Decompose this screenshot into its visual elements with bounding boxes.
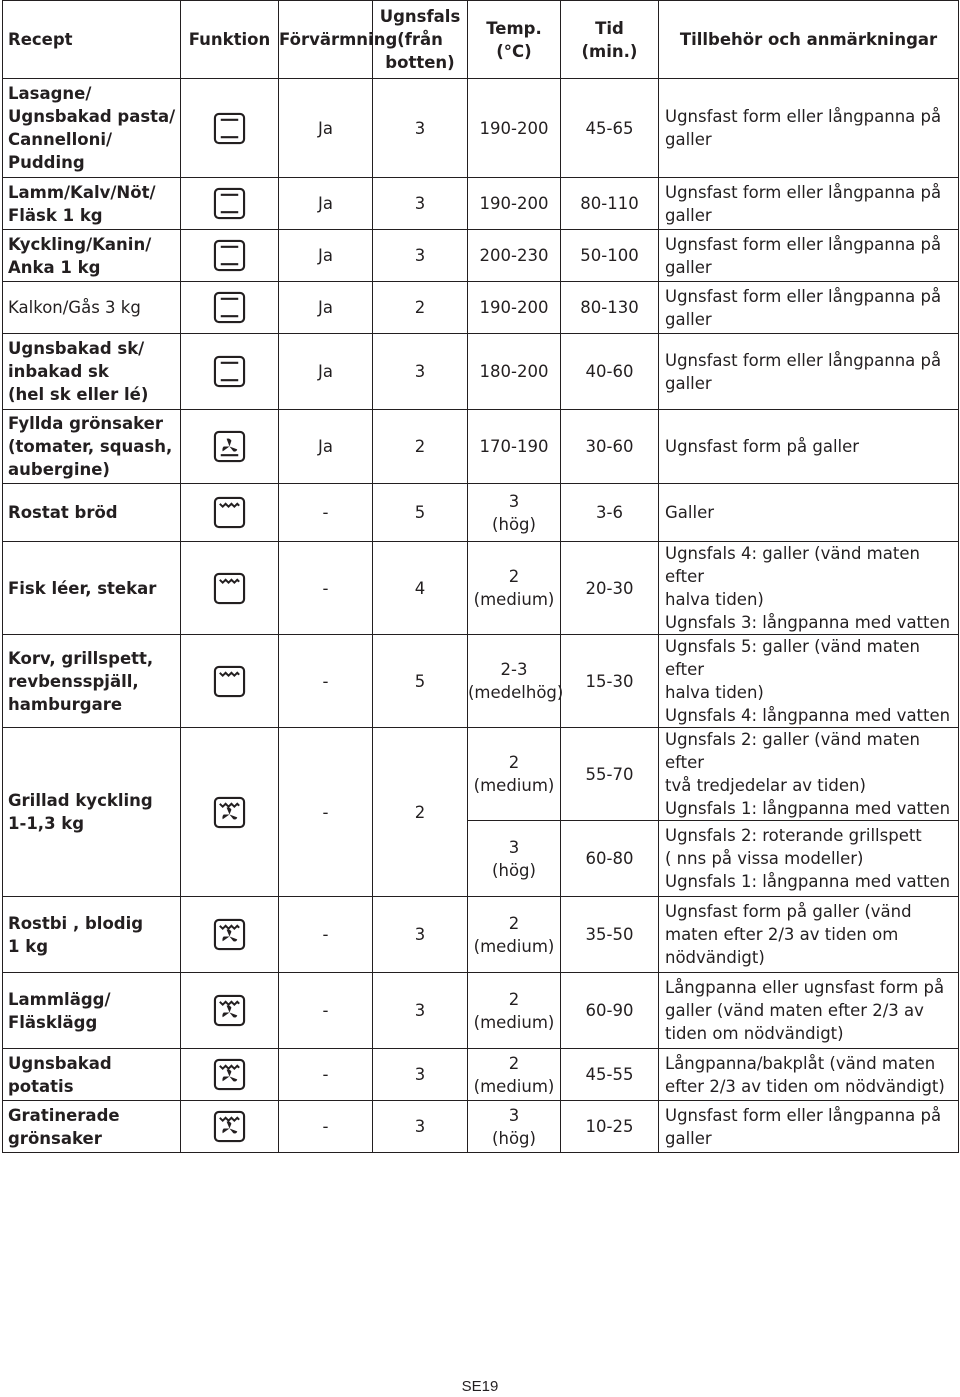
conventional-oven-icon bbox=[213, 291, 246, 324]
preheat-value: - bbox=[279, 1101, 373, 1153]
conventional-oven-icon bbox=[213, 355, 246, 388]
notes-value: Ugnsfast form eller långpanna på galler bbox=[659, 178, 959, 230]
time-value: 80-130 bbox=[561, 282, 659, 334]
shelf-value: 2 bbox=[373, 728, 468, 897]
temp-value: 200-230 bbox=[468, 230, 561, 282]
cooking-table bbox=[2, 0, 959, 1153]
time-value: 60-90 bbox=[561, 973, 659, 1049]
recipe-name: Lamm/Kalv/Nöt/ Fläsk 1 kg bbox=[3, 178, 181, 230]
recipe-name: Rostbi , blodig 1 kg bbox=[3, 897, 181, 973]
table-row bbox=[3, 79, 959, 178]
time-value: 35-50 bbox=[561, 897, 659, 973]
header-temp: Temp. (°C) bbox=[468, 1, 561, 79]
shelf-value: 3 bbox=[373, 897, 468, 973]
fan-grill-icon bbox=[213, 994, 246, 1027]
grill-icon bbox=[213, 572, 246, 605]
time-value: 15-30 bbox=[561, 635, 659, 728]
temp-value: 3 (hög) bbox=[468, 1101, 561, 1153]
time-value: 40-60 bbox=[561, 334, 659, 410]
preheat-value: - bbox=[279, 542, 373, 635]
time-value: 80-110 bbox=[561, 178, 659, 230]
fan-grill-icon bbox=[213, 1058, 246, 1091]
notes-value: Ugnsfast form eller långpanna på galler bbox=[659, 334, 959, 410]
notes-value: Ugnsfast form eller långpanna på galler bbox=[659, 1101, 959, 1153]
function-cell bbox=[181, 334, 279, 410]
page-number: SE19 bbox=[461, 1378, 499, 1395]
function-cell bbox=[181, 542, 279, 635]
table-row bbox=[3, 1101, 959, 1153]
temp-value: 2 (medium) bbox=[468, 973, 561, 1049]
notes-value: Galler bbox=[659, 484, 959, 542]
table-row bbox=[3, 635, 959, 728]
header-shelf: Ugnsfals (från botten) bbox=[373, 1, 468, 79]
shelf-value: 3 bbox=[373, 334, 468, 410]
recipe-name: Lammlägg/ Fläsklägg bbox=[3, 973, 181, 1049]
temp-value: 2 (medium) bbox=[468, 728, 561, 821]
function-cell bbox=[181, 897, 279, 973]
table-row bbox=[3, 728, 959, 821]
preheat-value: - bbox=[279, 1049, 373, 1101]
notes-value: Ugnsfast form på galler (vänd maten efter 2/3 av tiden om nödvändigt) bbox=[659, 897, 959, 973]
shelf-value: 3 bbox=[373, 1101, 468, 1153]
notes-value: Långpanna/bakplåt (vänd maten efter 2/3 av tiden om nödvändigt) bbox=[659, 1049, 959, 1101]
notes-value: Ugnsfals 2: galler (vänd maten efter två tredjedelar av tiden) Ugnsfals 1: långpanna med vatten bbox=[659, 728, 959, 821]
preheat-value: - bbox=[279, 973, 373, 1049]
function-cell bbox=[181, 79, 279, 178]
temp-value: 190-200 bbox=[468, 178, 561, 230]
shelf-value: 3 bbox=[373, 1049, 468, 1101]
preheat-value: - bbox=[279, 897, 373, 973]
function-cell bbox=[181, 635, 279, 728]
function-cell bbox=[181, 484, 279, 542]
header-recipe: Recept bbox=[3, 1, 181, 79]
time-value: 30-60 bbox=[561, 410, 659, 484]
header-row bbox=[3, 1, 959, 79]
header-time: Tid (min.) bbox=[561, 1, 659, 79]
header-notes: Tillbehör och anmärkningar bbox=[659, 1, 959, 79]
recipe-name: Grillad kyckling 1-1,3 kg bbox=[3, 728, 181, 897]
notes-value: Ugnsfast form eller långpanna på galler bbox=[659, 282, 959, 334]
temp-value: 2-3 (medelhög) bbox=[468, 635, 561, 728]
header-preheat: Förvärmning bbox=[279, 1, 373, 79]
time-value: 10-25 bbox=[561, 1101, 659, 1153]
temp-value: 2 (medium) bbox=[468, 542, 561, 635]
recipe-name: Fyllda grönsaker (tomater, squash, aubergine) bbox=[3, 410, 181, 484]
fan-grill-icon bbox=[213, 1110, 246, 1143]
temp-value: 2 (medium) bbox=[468, 897, 561, 973]
shelf-value: 3 bbox=[373, 79, 468, 178]
temp-value: 170-190 bbox=[468, 410, 561, 484]
recipe-name: Korv, grillspett, revbensspjäll, hamburgare bbox=[3, 635, 181, 728]
grill-icon bbox=[213, 496, 246, 529]
shelf-value: 5 bbox=[373, 635, 468, 728]
notes-value: Ugnsfast form på galler bbox=[659, 410, 959, 484]
time-value: 20-30 bbox=[561, 542, 659, 635]
time-value: 55-70 bbox=[561, 728, 659, 821]
table-row bbox=[3, 484, 959, 542]
conventional-oven-icon bbox=[213, 187, 246, 220]
table-row bbox=[3, 334, 959, 410]
preheat-value: Ja bbox=[279, 178, 373, 230]
table-row bbox=[3, 410, 959, 484]
fan-grill-icon bbox=[213, 918, 246, 951]
preheat-value: Ja bbox=[279, 230, 373, 282]
recipe-name: Fisk léer, stekar bbox=[3, 542, 181, 635]
temp-value: 2 (medium) bbox=[468, 1049, 561, 1101]
time-value: 45-65 bbox=[561, 79, 659, 178]
notes-value: Ugnsfals 4: galler (vänd maten efter halva tiden) Ugnsfals 3: långpanna med vatten bbox=[659, 542, 959, 635]
shelf-value: 2 bbox=[373, 410, 468, 484]
recipe-name: Ugnsbakad sk/ inbakad sk (hel sk eller lé) bbox=[3, 334, 181, 410]
notes-value: Ugnsfast form eller långpanna på galler bbox=[659, 79, 959, 178]
preheat-value: Ja bbox=[279, 410, 373, 484]
temp-value: 180-200 bbox=[468, 334, 561, 410]
recipe-name: Gratinerade grönsaker bbox=[3, 1101, 181, 1153]
conventional-oven-icon bbox=[213, 239, 246, 272]
function-cell bbox=[181, 178, 279, 230]
grill-icon bbox=[213, 665, 246, 698]
preheat-value: Ja bbox=[279, 79, 373, 178]
shelf-value: 5 bbox=[373, 484, 468, 542]
table-row bbox=[3, 178, 959, 230]
preheat-value: Ja bbox=[279, 334, 373, 410]
notes-value: Långpanna eller ugnsfast form på galler (vänd maten efter 2/3 av tiden om nödvändigt) bbox=[659, 973, 959, 1049]
shelf-value: 3 bbox=[373, 230, 468, 282]
recipe-name: Ugnsbakad potatis bbox=[3, 1049, 181, 1101]
function-cell bbox=[181, 728, 279, 897]
function-cell bbox=[181, 410, 279, 484]
shelf-value: 3 bbox=[373, 178, 468, 230]
temp-value: 3 (hög) bbox=[468, 484, 561, 542]
recipe-name: Rostat bröd bbox=[3, 484, 181, 542]
time-value: 50-100 bbox=[561, 230, 659, 282]
fan-oven-icon bbox=[213, 430, 246, 463]
preheat-value: - bbox=[279, 484, 373, 542]
preheat-value: Ja bbox=[279, 282, 373, 334]
preheat-value: - bbox=[279, 728, 373, 897]
function-cell bbox=[181, 1049, 279, 1101]
time-value: 45-55 bbox=[561, 1049, 659, 1101]
temp-value: 3 (hög) bbox=[468, 821, 561, 897]
notes-value: Ugnsfast form eller långpanna på galler bbox=[659, 230, 959, 282]
table-row bbox=[3, 897, 959, 973]
header-function: Funktion bbox=[181, 1, 279, 79]
table-row bbox=[3, 282, 959, 334]
function-cell bbox=[181, 1101, 279, 1153]
time-value: 3-6 bbox=[561, 484, 659, 542]
recipe-name: Lasagne/ Ugnsbakad pasta/ Cannelloni/ Pudding bbox=[3, 79, 181, 178]
shelf-value: 2 bbox=[373, 282, 468, 334]
conventional-oven-icon bbox=[213, 112, 246, 145]
fan-grill-icon bbox=[213, 796, 246, 829]
preheat-value: - bbox=[279, 635, 373, 728]
table-row bbox=[3, 230, 959, 282]
function-cell bbox=[181, 973, 279, 1049]
recipe-name: Kyckling/Kanin/ Anka 1 kg bbox=[3, 230, 181, 282]
temp-value: 190-200 bbox=[468, 79, 561, 178]
temp-value: 190-200 bbox=[468, 282, 561, 334]
recipe-name: Kalkon/Gås 3 kg bbox=[3, 282, 181, 334]
notes-value: Ugnsfals 2: roterande grillspett ( nns på vissa modeller) Ugnsfals 1: långpanna med vatten bbox=[659, 821, 959, 897]
time-value: 60-80 bbox=[561, 821, 659, 897]
function-cell bbox=[181, 282, 279, 334]
shelf-value: 4 bbox=[373, 542, 468, 635]
table-row bbox=[3, 973, 959, 1049]
shelf-value: 3 bbox=[373, 973, 468, 1049]
table-row bbox=[3, 542, 959, 635]
table-row bbox=[3, 1049, 959, 1101]
function-cell bbox=[181, 230, 279, 282]
notes-value: Ugnsfals 5: galler (vänd maten efter halva tiden) Ugnsfals 4: långpanna med vatten bbox=[659, 635, 959, 728]
